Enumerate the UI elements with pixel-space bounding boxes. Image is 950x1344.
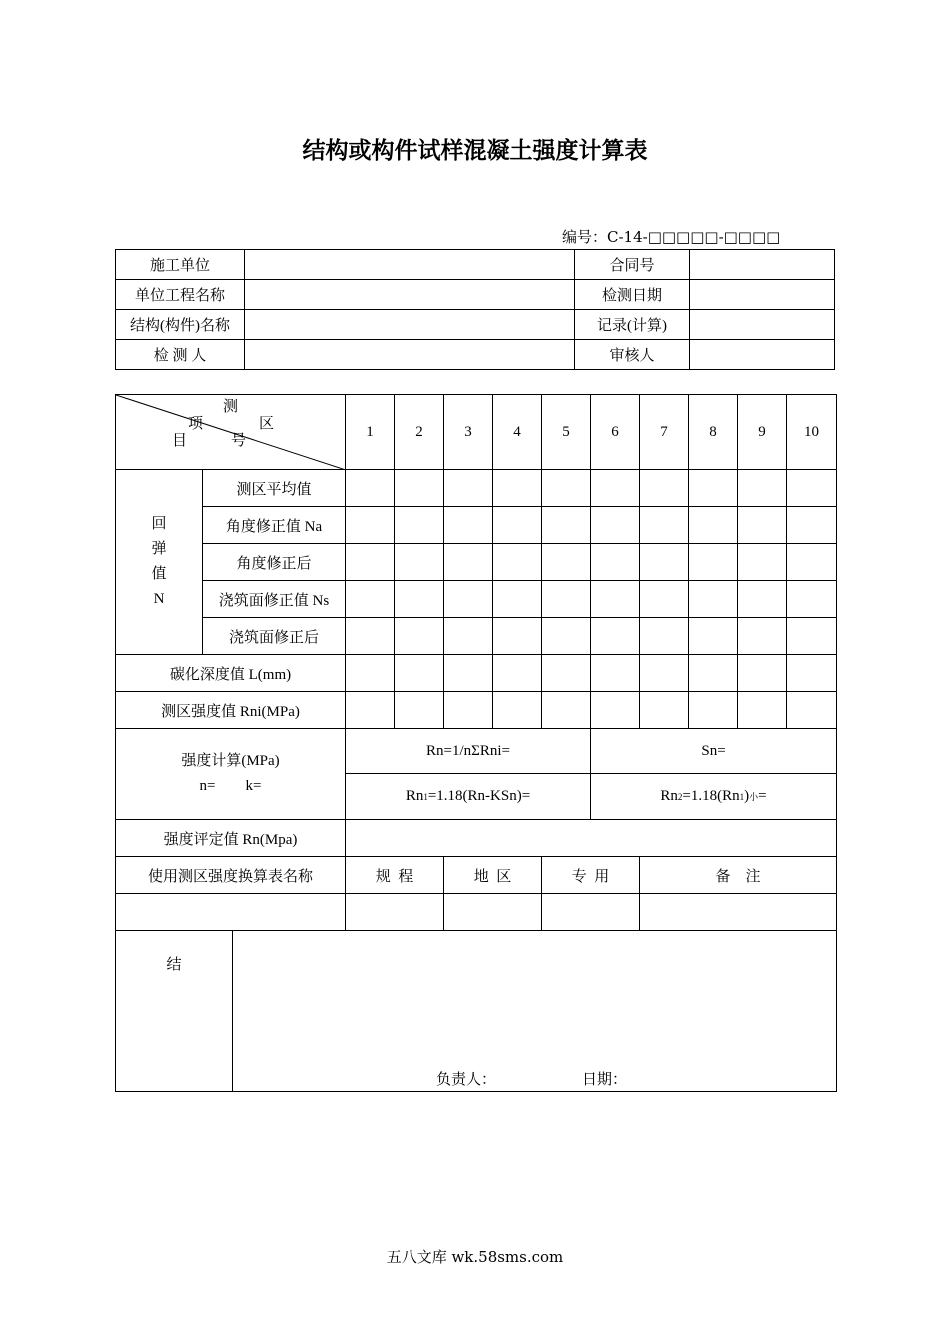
cell[interactable] [444,692,493,729]
cell[interactable] [787,618,837,655]
zone-header: 1 [346,395,395,470]
contract-no-label: 合同号 [575,250,690,280]
cell[interactable] [542,692,591,729]
cell[interactable] [346,507,395,544]
cell[interactable] [542,507,591,544]
cell[interactable] [346,692,395,729]
cell[interactable] [787,655,837,692]
cell[interactable] [640,692,689,729]
cell[interactable] [591,618,640,655]
row-label: 角度修正后 [203,544,346,581]
rebound-group-label: 回 弹 值 N [116,470,203,655]
cell[interactable] [444,655,493,692]
cell[interactable] [346,544,395,581]
rn-formula: Rn=1/nΣRni= [346,729,591,774]
cell[interactable] [640,544,689,581]
document-code: 编号：C-14-□□□□□-□□□□ [562,228,781,246]
tester-value[interactable] [245,340,575,370]
sn-formula: Sn= [591,729,837,774]
diag-hao: 号 [231,433,247,449]
conversion-label: 使用测区强度换算表名称 [116,857,346,894]
info-table [115,249,835,370]
zone-header: 9 [738,395,787,470]
cell[interactable] [444,507,493,544]
rn2-formula: Rn2=1.18(Rn1)小= [591,774,837,820]
record-label: 记录(计算) [575,310,690,340]
cell[interactable] [395,692,444,729]
cell[interactable] [591,581,640,618]
cell[interactable] [493,655,542,692]
zone-header: 5 [542,395,591,470]
project-name-value[interactable] [245,280,575,310]
cell[interactable] [444,470,493,507]
conversion-value[interactable] [640,894,837,931]
conversion-col: 地 区 [444,857,542,894]
conversion-col: 专 用 [542,857,640,894]
cell[interactable] [640,470,689,507]
footer-watermark: 五八文库 wk.58sms.com [386,1248,564,1266]
cell[interactable] [689,692,738,729]
cell[interactable] [542,544,591,581]
cell[interactable] [738,544,787,581]
cell[interactable] [395,507,444,544]
reviewer-label: 审核人 [575,340,690,370]
conversion-value[interactable] [444,894,542,931]
cell[interactable] [591,507,640,544]
row-label: 测区平均值 [203,470,346,507]
cell[interactable] [395,618,444,655]
zone-header: 3 [444,395,493,470]
conversion-value[interactable] [346,894,444,931]
cell[interactable] [591,655,640,692]
cell[interactable] [689,507,738,544]
zone-header: 8 [689,395,738,470]
row-label: 角度修正值 Na [203,507,346,544]
tester-label: 检 测 人 [116,340,245,370]
cell[interactable] [689,581,738,618]
cell[interactable] [395,470,444,507]
cell[interactable] [346,655,395,692]
zone-strength-label: 测区强度值 Rni(MPa) [116,692,346,729]
zone-header: 4 [493,395,542,470]
diag-ce: 测 [223,399,239,415]
cell[interactable] [689,470,738,507]
carbonation-label: 碳化深度值 L(mm) [116,655,346,692]
cell[interactable] [493,470,542,507]
cell[interactable] [444,581,493,618]
cell[interactable] [444,544,493,581]
cell[interactable] [787,470,837,507]
zone-header: 2 [395,395,444,470]
cell[interactable] [591,692,640,729]
cell[interactable] [542,470,591,507]
construction-unit-label: 施工单位 [116,250,245,280]
cell[interactable] [738,581,787,618]
calc-table [115,394,837,1092]
responsible-label: 负责人： [436,1072,497,1088]
reviewer-value[interactable] [690,340,835,370]
cell[interactable] [493,544,542,581]
conversion-value[interactable] [542,894,640,931]
conclusion-label: 结 [116,931,233,1092]
zone-header: 6 [591,395,640,470]
cell[interactable] [738,618,787,655]
rn1-formula: Rn1=1.18(Rn-KSn)= [346,774,591,820]
cell[interactable] [542,618,591,655]
cell[interactable] [787,692,837,729]
test-date-label: 检测日期 [575,280,690,310]
cell[interactable] [640,618,689,655]
date-label: 日期： [582,1072,628,1088]
record-value[interactable] [690,310,835,340]
cell[interactable] [640,655,689,692]
diag-xiang: 项 [188,416,204,432]
cell[interactable] [542,581,591,618]
diag-qu: 区 [259,416,275,432]
cell[interactable] [787,581,837,618]
page-title: 结构或构件试样混凝土强度计算表 [302,138,648,164]
diag-mu: 目 [172,433,188,449]
conversion-value[interactable] [116,894,346,931]
diagonal-header [116,395,346,470]
test-date-value[interactable] [690,280,835,310]
construction-unit-value[interactable] [245,250,575,280]
cell[interactable] [395,581,444,618]
cell[interactable] [738,507,787,544]
conversion-col: 备 注 [640,857,837,894]
cell[interactable] [395,544,444,581]
cell[interactable] [346,618,395,655]
cell[interactable] [493,618,542,655]
project-name-label: 单位工程名称 [116,280,245,310]
row-label: 浇筑面修正值 Ns [203,581,346,618]
cell[interactable] [346,581,395,618]
cell[interactable] [787,544,837,581]
cell[interactable] [738,655,787,692]
evaluation-label: 强度评定值 Rn(Mpa) [116,820,346,857]
structure-name-value[interactable] [245,310,575,340]
structure-name-label: 结构(构件)名称 [116,310,245,340]
conclusion-area[interactable] [233,931,837,1092]
cell[interactable] [591,544,640,581]
cell[interactable] [787,507,837,544]
evaluation-value[interactable] [346,820,837,857]
cell[interactable] [738,692,787,729]
cell[interactable] [346,470,395,507]
contract-no-value[interactable] [690,250,835,280]
cell[interactable] [444,618,493,655]
cell[interactable] [542,655,591,692]
cell[interactable] [689,618,738,655]
cell[interactable] [640,581,689,618]
zone-header: 10 [787,395,837,470]
zone-header: 7 [640,395,689,470]
cell[interactable] [493,581,542,618]
conversion-col: 规 程 [346,857,444,894]
row-label: 浇筑面修正后 [203,618,346,655]
cell[interactable] [738,470,787,507]
cell[interactable] [689,544,738,581]
cell[interactable] [493,507,542,544]
strength-calc-label: 强度计算(MPa) n= k= [116,729,346,820]
cell[interactable] [395,655,444,692]
cell[interactable] [493,692,542,729]
cell[interactable] [640,507,689,544]
cell[interactable] [689,655,738,692]
cell[interactable] [591,470,640,507]
